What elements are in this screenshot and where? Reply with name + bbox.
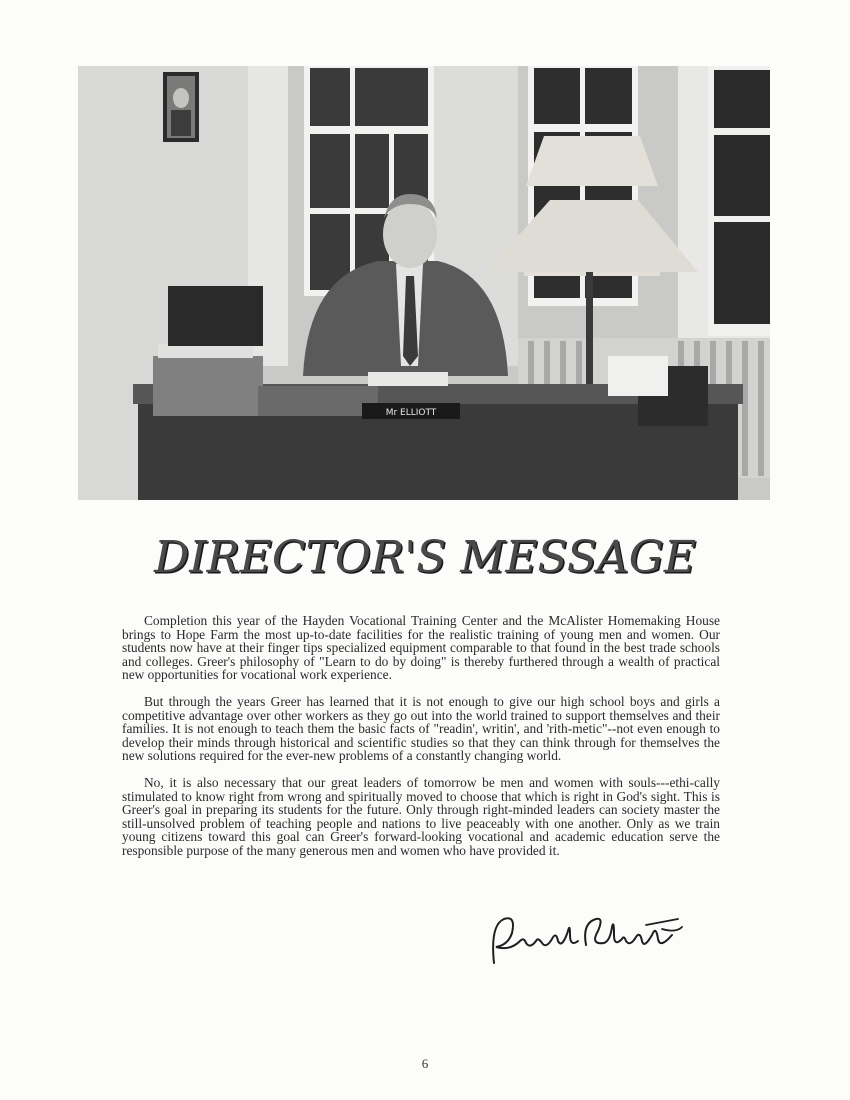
paragraph-1: Completion this year of the Hayden Vocational Training Center and the McAlister Homemaking House brings to Hope Farm the most up-to-date facilities for the realistic training of young men and women. Our students now have at their finger tips specialized equipment comparable to that found in the best trade schools and colleges. Greer's philosophy of "Learn to do by doing" is thereby furthered through a wealth of practical new opportunities for vocational work experience. xyxy=(122,613,720,683)
director-signature xyxy=(486,905,686,973)
desk-nameplate: Mr ELLIOTT xyxy=(385,408,437,418)
page-title: DIRECTOR'S MESSAGE xyxy=(153,532,697,583)
director-photo xyxy=(78,66,770,500)
wall-portrait xyxy=(163,72,199,142)
page-number: 6 xyxy=(421,1056,429,1071)
paragraph-3: No, it is also necessary that our great leaders of tomorrow be men and women with souls---ethi-cally stimulated to know right from wrong and spiritually moved to choose that which is right in God's sight. This is Greer's goal in preparing its students for the future. Only through right-minded leaders can society master the still-unsolved problem of teaching people and nations to live peaceably with one another. Only as we train young citizens toward this goal can Greer's forward-looking vocational and academic education serve the responsible purpose of the many generous men and women who have provided it. xyxy=(122,774,720,858)
office-scene xyxy=(78,66,770,500)
signature-drawing xyxy=(486,905,686,973)
paragraph-2: But through the years Greer has learned that it is not enough to give our high school boys and girls a competitive advantage over other workers as they go out into the world trained to support themselves and their families. It is not enough to teach them the basic facts of "readin', writin', and 'rith-metic"--not even enough to develop their minds through historical and scientific studies so that they can think through for themselves the new solutions required for the ever-new problems of a constantly changing world. xyxy=(122,693,720,764)
message-body xyxy=(122,614,720,871)
